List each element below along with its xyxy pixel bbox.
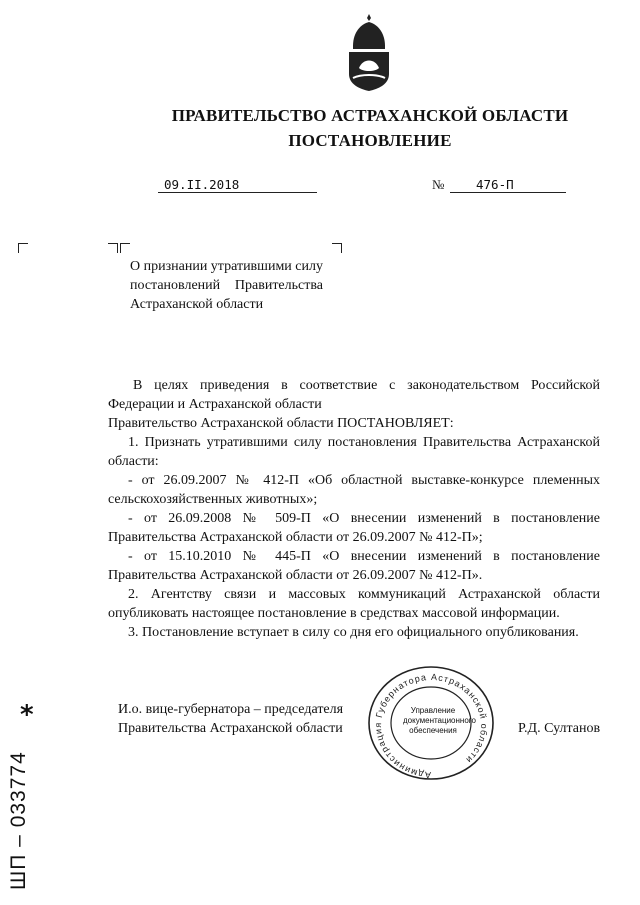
document-body <box>108 376 600 642</box>
body-paragraph: В целях приведения в соответствие с законодательством Российской Федерации и Астраханской области <box>108 378 600 412</box>
signatory-position <box>118 700 343 738</box>
body-paragraph: Правительство Астраханской области ПОСТАНОВЛЯЕТ: <box>108 416 454 431</box>
signatory-position-line: Правительства Астраханской области <box>118 721 343 736</box>
coat-of-arms-icon <box>343 12 395 92</box>
corner-mark <box>18 243 28 253</box>
document-subject: О признании утратившими силу постановлений Правительства Астраханской области <box>130 259 323 312</box>
signatory-name: Р.Д. Султанов <box>518 721 601 736</box>
body-paragraph: - от 26.09.2007 № 412-П «Об областной выставке-конкурсе племенных сельскохозяйственных животных»; <box>108 473 600 507</box>
stamp-ring-text: Администрация Губернатора Астраханской области <box>372 671 490 781</box>
body-paragraph: 2. Агентству связи и массовых коммуникаций Астраханской области опубликовать настоящее постановление в средствах массовой информации. <box>108 587 600 621</box>
document-number: 476-П <box>450 177 566 193</box>
stamp-center-text: Управление документационного обеспечения <box>403 706 476 735</box>
number-label: № <box>432 177 445 192</box>
corner-mark <box>120 243 130 253</box>
organization-title: ПРАВИТЕЛЬСТВО АСТРАХАНСКОЙ ОБЛАСТИ <box>171 106 569 125</box>
document-date: 09.II.2018 <box>158 177 317 193</box>
signatory-position-line: И.о. вице-губернатора – председателя <box>118 702 344 717</box>
serial-number: ШП – 033774 <box>7 751 30 890</box>
body-paragraph: - от 15.10.2010 № 445-П «О внесении изменений в постановление Правительства Астраханской области от 26.09.2007 № 412-П». <box>108 549 600 583</box>
corner-mark <box>332 243 342 253</box>
body-paragraph: 3. Постановление вступает в силу со дня его официального опубликования. <box>128 625 579 640</box>
document-type: ПОСТАНОВЛЕНИЕ <box>288 131 452 150</box>
body-paragraph: - от 26.09.2008 № 509-П «О внесении изменений в постановление Правительства Астраханской области от 26.09.2007 № 412-П»; <box>108 511 600 545</box>
margin-mark: * <box>20 700 34 730</box>
corner-mark <box>108 243 118 253</box>
body-paragraph: 1. Признать утратившими силу постановления Правительства Астраханской области: <box>108 435 600 469</box>
